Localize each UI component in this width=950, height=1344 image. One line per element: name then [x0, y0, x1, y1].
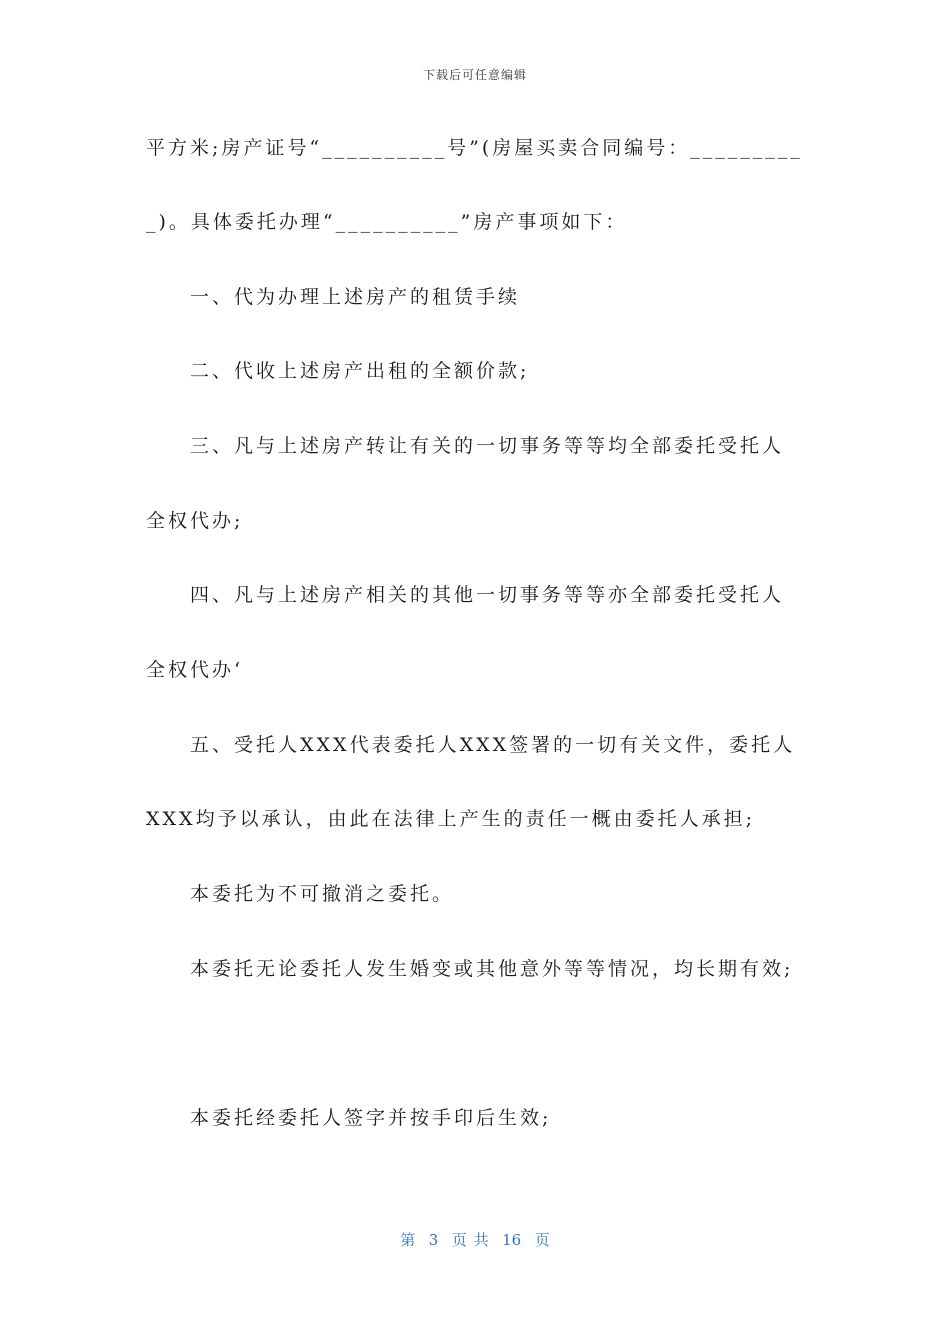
header-note: 下载后可任意编辑 [422, 68, 527, 82]
body-line: 三、凡与上述房产转让有关的一切事务等等均全部委托受托人 [190, 435, 785, 457]
body-line: 一、代为办理上述房产的租赁手续 [190, 286, 521, 308]
body-line: 全权代办‘ [146, 659, 244, 681]
body-line: 本委托经委托人签字并按手印后生效; [190, 1107, 552, 1129]
body-line: 二、代收上述房产出租的全额价款; [190, 360, 530, 382]
body-line: 全权代办; [146, 510, 244, 532]
body-line: XXX均予以承认，由此在法律上产生的责任一概由委托人承担; [146, 808, 755, 830]
body-line: 本委托无论委托人发生婚变或其他意外等等情况，均长期有效; [190, 958, 794, 980]
page-number: 第 3 页 共 16 页 [400, 1231, 550, 1249]
body-line: 本委托为不可撤消之委托。 [190, 883, 455, 905]
body-line: _)。具体委托办理“__________”房产事项如下： [146, 211, 628, 233]
body-line: 五、受托人XXX代表委托人XXX签署的一切有关文件，委托人 [190, 734, 796, 756]
body-line: 四、凡与上述房产相关的其他一切事务等等亦全部委托受托人 [190, 584, 785, 606]
body-line: 平方米;房产证号“__________号”(房屋买卖合同编号：_________ [146, 137, 803, 159]
